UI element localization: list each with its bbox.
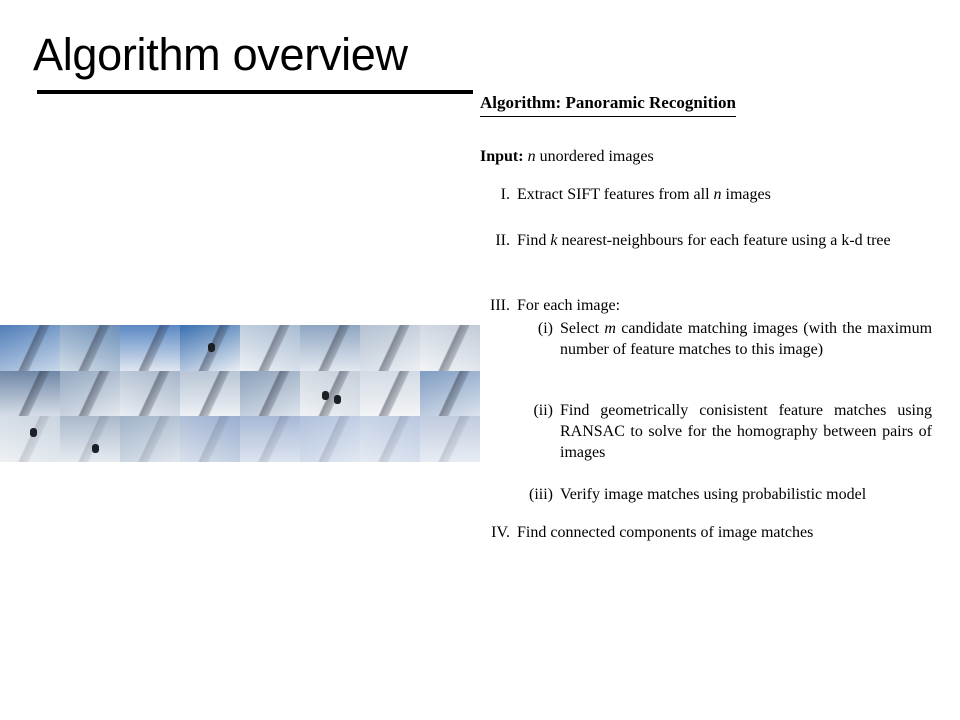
panorama-thumbnail [240,416,300,462]
step-text: Extract SIFT features from all n images [517,186,771,203]
panorama-thumbnail [300,416,360,462]
panorama-thumbnail [120,325,180,371]
substep-text: Verify image matches using probabilistic model [560,486,867,503]
panorama-thumbnail [60,371,120,417]
panorama-thumbnail [120,371,180,417]
substep-text: Select m candidate matching images (with the maximum number of feature matches to this image) [560,320,933,358]
panorama-thumbnail [360,416,420,462]
panorama-thumbnail [360,325,420,371]
panorama-thumbnail [0,371,60,417]
panorama-thumbnail [300,371,360,417]
skier-figure [208,343,215,352]
input-line [480,146,654,167]
skier-figure [30,428,37,437]
step-text: Find connected components of image matches [517,524,814,541]
panorama-thumbnail [0,416,60,462]
input-variable: n [527,148,536,165]
step-number: II. [495,232,510,249]
image-mosaic [0,325,480,462]
panorama-thumbnail [180,325,240,371]
panorama-thumbnail [180,371,240,417]
skier-figure [322,391,329,400]
title-underline [37,90,473,94]
panorama-thumbnail [420,371,480,417]
step-text: Find k nearest-neighbours for each feature using a k-d tree [517,232,891,249]
panorama-thumbnail [60,325,120,371]
step-number: I. [500,186,510,203]
input-text: unordered images [535,148,654,165]
substep-text: Find geometrically conisistent feature matches using RANSAC to solve for the homography between pairs of images [560,402,932,461]
panorama-thumbnail [60,416,120,462]
step-number: III. [490,297,510,314]
panorama-thumbnail [240,325,300,371]
input-label: Input: [480,148,524,165]
panorama-thumbnail [420,416,480,462]
substep-number: (ii) [533,402,553,419]
substep-number: (iii) [529,486,553,503]
slide-title: Algorithm overview [33,29,408,80]
panorama-thumbnail [0,325,60,371]
skier-figure [334,395,341,404]
substep-number: (i) [537,320,553,337]
algorithm-heading: Algorithm: Panoramic Recognition [480,92,736,117]
panorama-thumbnail [300,325,360,371]
skier-figure [92,444,99,453]
panorama-thumbnail [180,416,240,462]
panorama-thumbnail [240,371,300,417]
step-number: IV. [491,524,510,541]
step-text: For each image: [517,297,621,314]
panorama-thumbnail [360,371,420,417]
panorama-thumbnail [420,325,480,371]
panorama-thumbnail [120,416,180,462]
